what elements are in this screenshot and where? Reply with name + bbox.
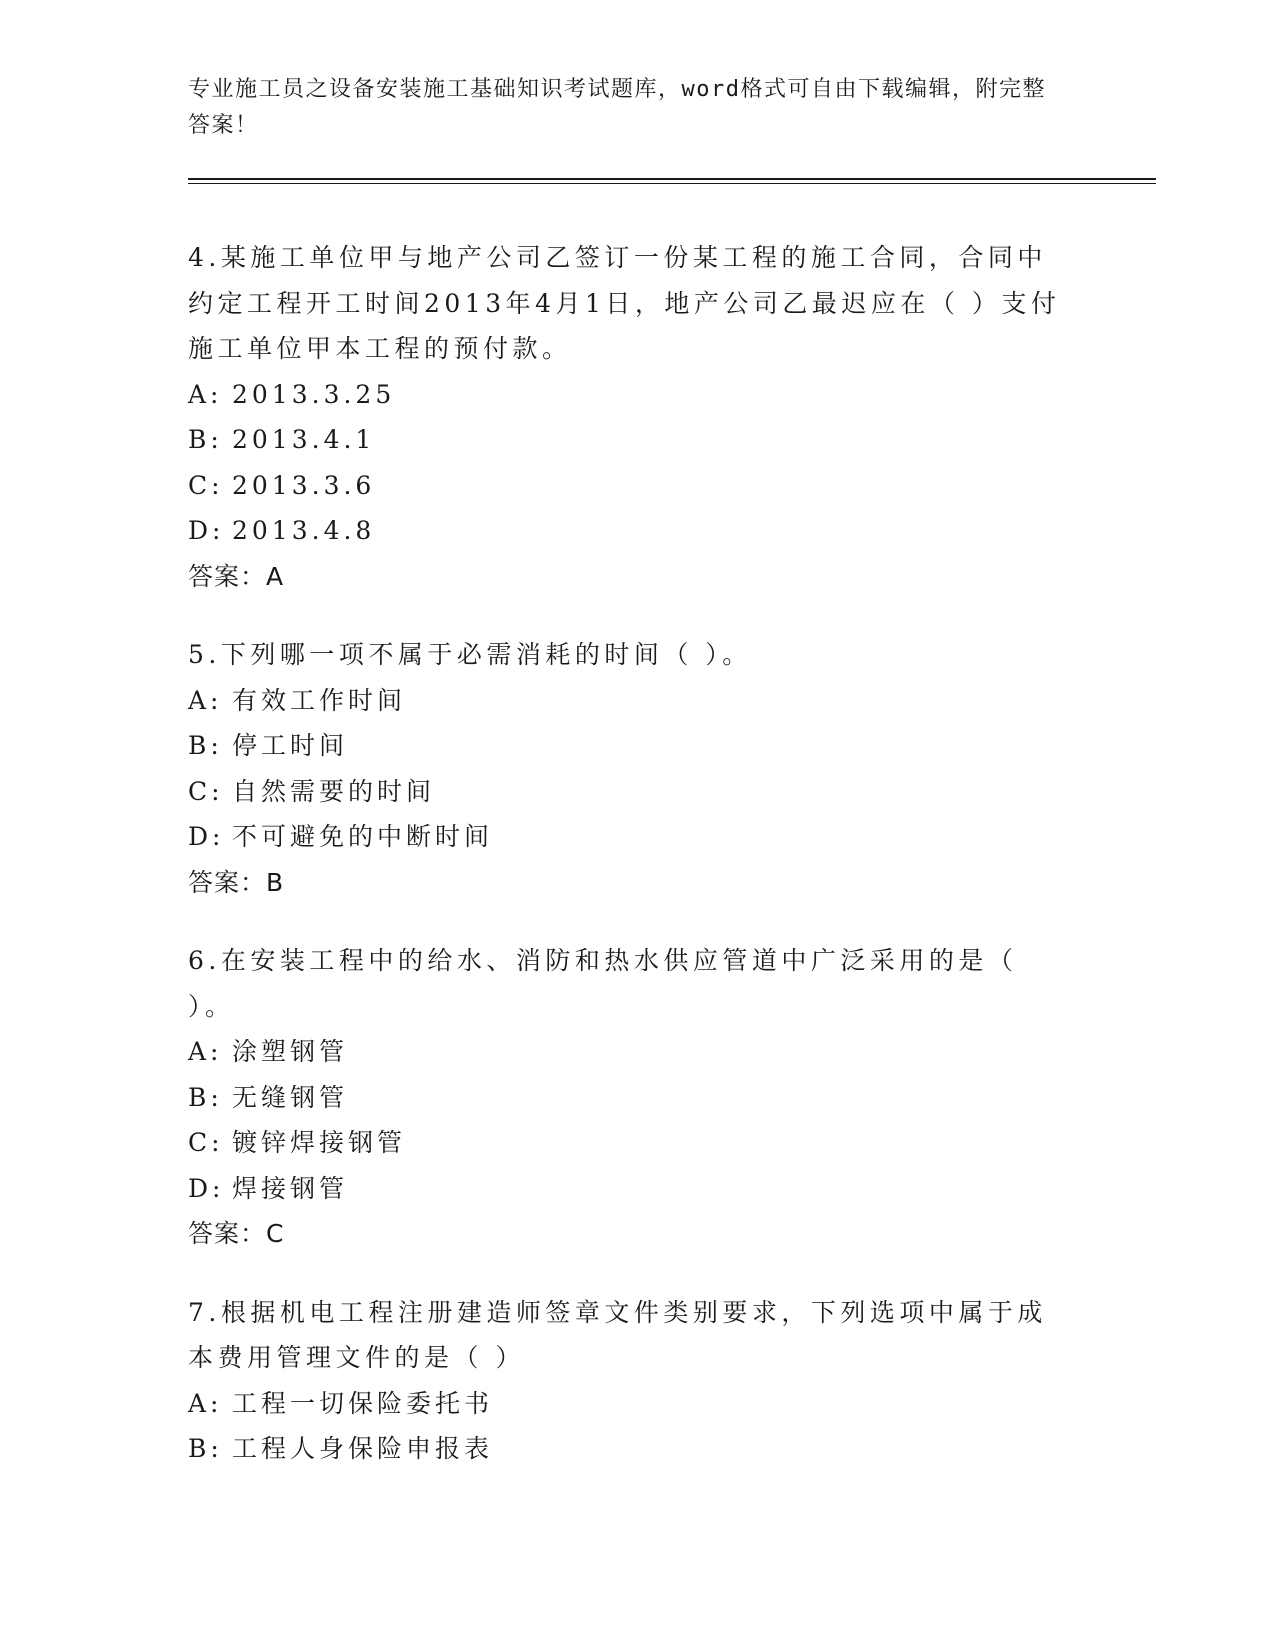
option-text: 停工时间 [232,731,349,760]
option-key: B: [188,731,223,760]
option-text: 2013.3.25 [232,379,396,409]
option-text: 无缝钢管 [232,1082,349,1112]
option-key: D: [188,1173,225,1203]
option-key: C: [188,776,224,806]
option-key: D: [188,516,225,545]
option-text: 工程人身保险申报表 [232,1434,494,1463]
option-key: A: [188,379,223,409]
option-b [188,723,1068,769]
option-b [188,1426,1068,1472]
option-b [188,1075,1068,1121]
option-c [188,769,1068,815]
question-7 [188,1290,1068,1472]
question-stem: 7.根据机电工程注册建造师签章文件类别要求，下列选项中属于成本费用管理文件的是（ ） [188,1297,1047,1372]
option-a [188,372,1068,418]
option-c [188,1120,1068,1166]
question-stem: 6.在安装工程中的给水、消防和热水供应管道中广泛采用的是（ ）。 [188,946,1018,1021]
option-d [188,1166,1068,1212]
question-stem: 4.某施工单位甲与地产公司乙签订一份某工程的施工合同，合同中约定工程开工时间2013年4月1日，地产公司乙最迟应在（ ）支付施工单位甲本工程的预付款。 [188,243,1061,363]
option-d [188,508,1068,554]
option-key: C: [188,470,224,500]
answer-line: 答案：B [188,867,285,897]
option-text: 2013.3.6 [232,470,376,500]
option-text: 不可避免的中断时间 [232,822,494,851]
answer-line: 答案：A [188,561,285,591]
option-key: B: [188,425,223,454]
question-5 [188,632,1068,905]
option-a [188,1029,1068,1075]
document-header: 专业施工员之设备安装施工基础知识考试题库，word格式可自由下载编辑，附完整答案！ [188,77,1046,138]
option-text: 工程一切保险委托书 [232,1388,494,1418]
option-text: 镀锌焊接钢管 [232,1128,407,1157]
option-key: A: [188,1037,223,1066]
option-key: B: [188,1434,223,1463]
header-rule-thin [188,183,1156,184]
option-a [188,678,1068,724]
option-text: 自然需要的时间 [232,776,436,806]
option-key: D: [188,822,225,851]
header-rule-thick [188,178,1156,180]
question-4 [188,235,1068,599]
option-text: 涂塑钢管 [232,1037,349,1066]
option-key: C: [188,1128,224,1157]
option-d [188,814,1068,860]
option-text: 2013.4.1 [232,425,376,454]
option-key: B: [188,1082,223,1112]
option-text: 2013.4.8 [232,516,376,545]
question-6 [188,938,1068,1257]
answer-line: 答案：C [188,1219,285,1248]
option-key: A: [188,1388,223,1418]
option-a [188,1381,1068,1427]
question-stem: 5.下列哪一项不属于必需消耗的时间（ ）。 [188,640,752,669]
option-key: A: [188,685,223,715]
option-text: 焊接钢管 [232,1173,349,1203]
option-text: 有效工作时间 [232,685,407,715]
option-b [188,417,1068,463]
option-c [188,463,1068,509]
question-list [188,235,1068,1505]
